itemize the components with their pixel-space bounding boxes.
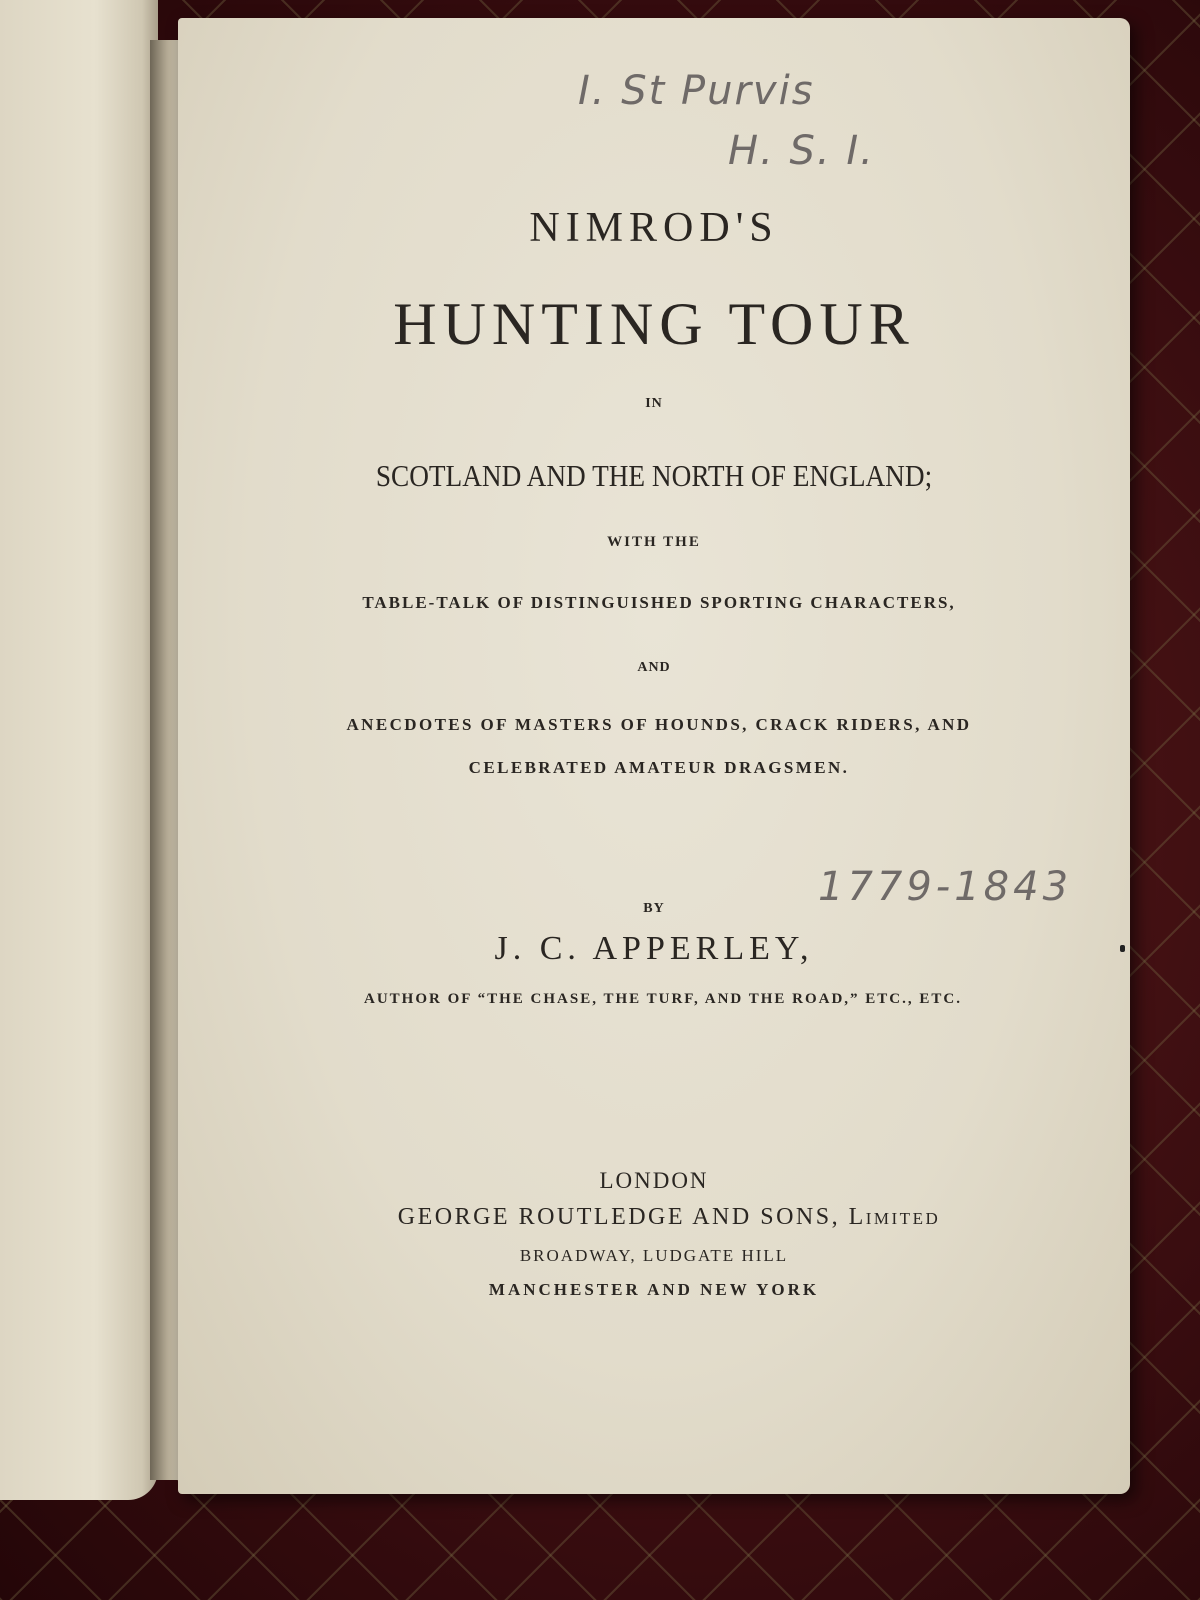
title-region: SCOTLAND AND THE NORTH OF ENGLAND; bbox=[375, 458, 933, 493]
left-page bbox=[0, 0, 158, 1500]
subtitle-and: AND bbox=[637, 660, 671, 675]
imprint-address: BROADWAY, LUDGATE HILL bbox=[519, 1246, 789, 1265]
subtitle-table-talk: TABLE-TALK OF DISTINGUISHED SPORTING CHARACTERS, bbox=[362, 593, 956, 612]
title-line-1: NIMROD'S bbox=[529, 205, 779, 251]
with-the: WITH THE bbox=[607, 534, 701, 550]
title-page bbox=[178, 18, 1130, 1494]
page-margin-mark bbox=[1120, 945, 1125, 952]
author-note: AUTHOR OF “THE CHASE, THE TURF, AND THE ROAD,” ETC., ETC. bbox=[364, 991, 962, 1007]
handwritten-owner-initials: H. S. I. bbox=[728, 128, 875, 174]
subtitle-anecdotes: ANECDOTES OF MASTERS OF HOUNDS, CRACK RIDERS, AND bbox=[346, 715, 972, 734]
title-in: IN bbox=[645, 396, 663, 411]
by-label: BY bbox=[643, 901, 665, 916]
title-line-2: HUNTING TOUR bbox=[393, 291, 915, 357]
author-name: J. C. APPERLEY, bbox=[494, 930, 814, 967]
imprint-publisher: GEORGE ROUTLEDGE AND SONS, Limited bbox=[397, 1204, 941, 1230]
handwritten-author-dates: 1779-1843 bbox=[818, 864, 1073, 910]
handwritten-owner-name: I. St Purvis bbox=[578, 68, 815, 114]
subtitle-dragsmen: CELEBRATED AMATEUR DRAGSMEN. bbox=[468, 758, 850, 777]
imprint-other-cities: MANCHESTER AND NEW YORK bbox=[488, 1280, 820, 1299]
imprint-city: LONDON bbox=[599, 1168, 709, 1193]
